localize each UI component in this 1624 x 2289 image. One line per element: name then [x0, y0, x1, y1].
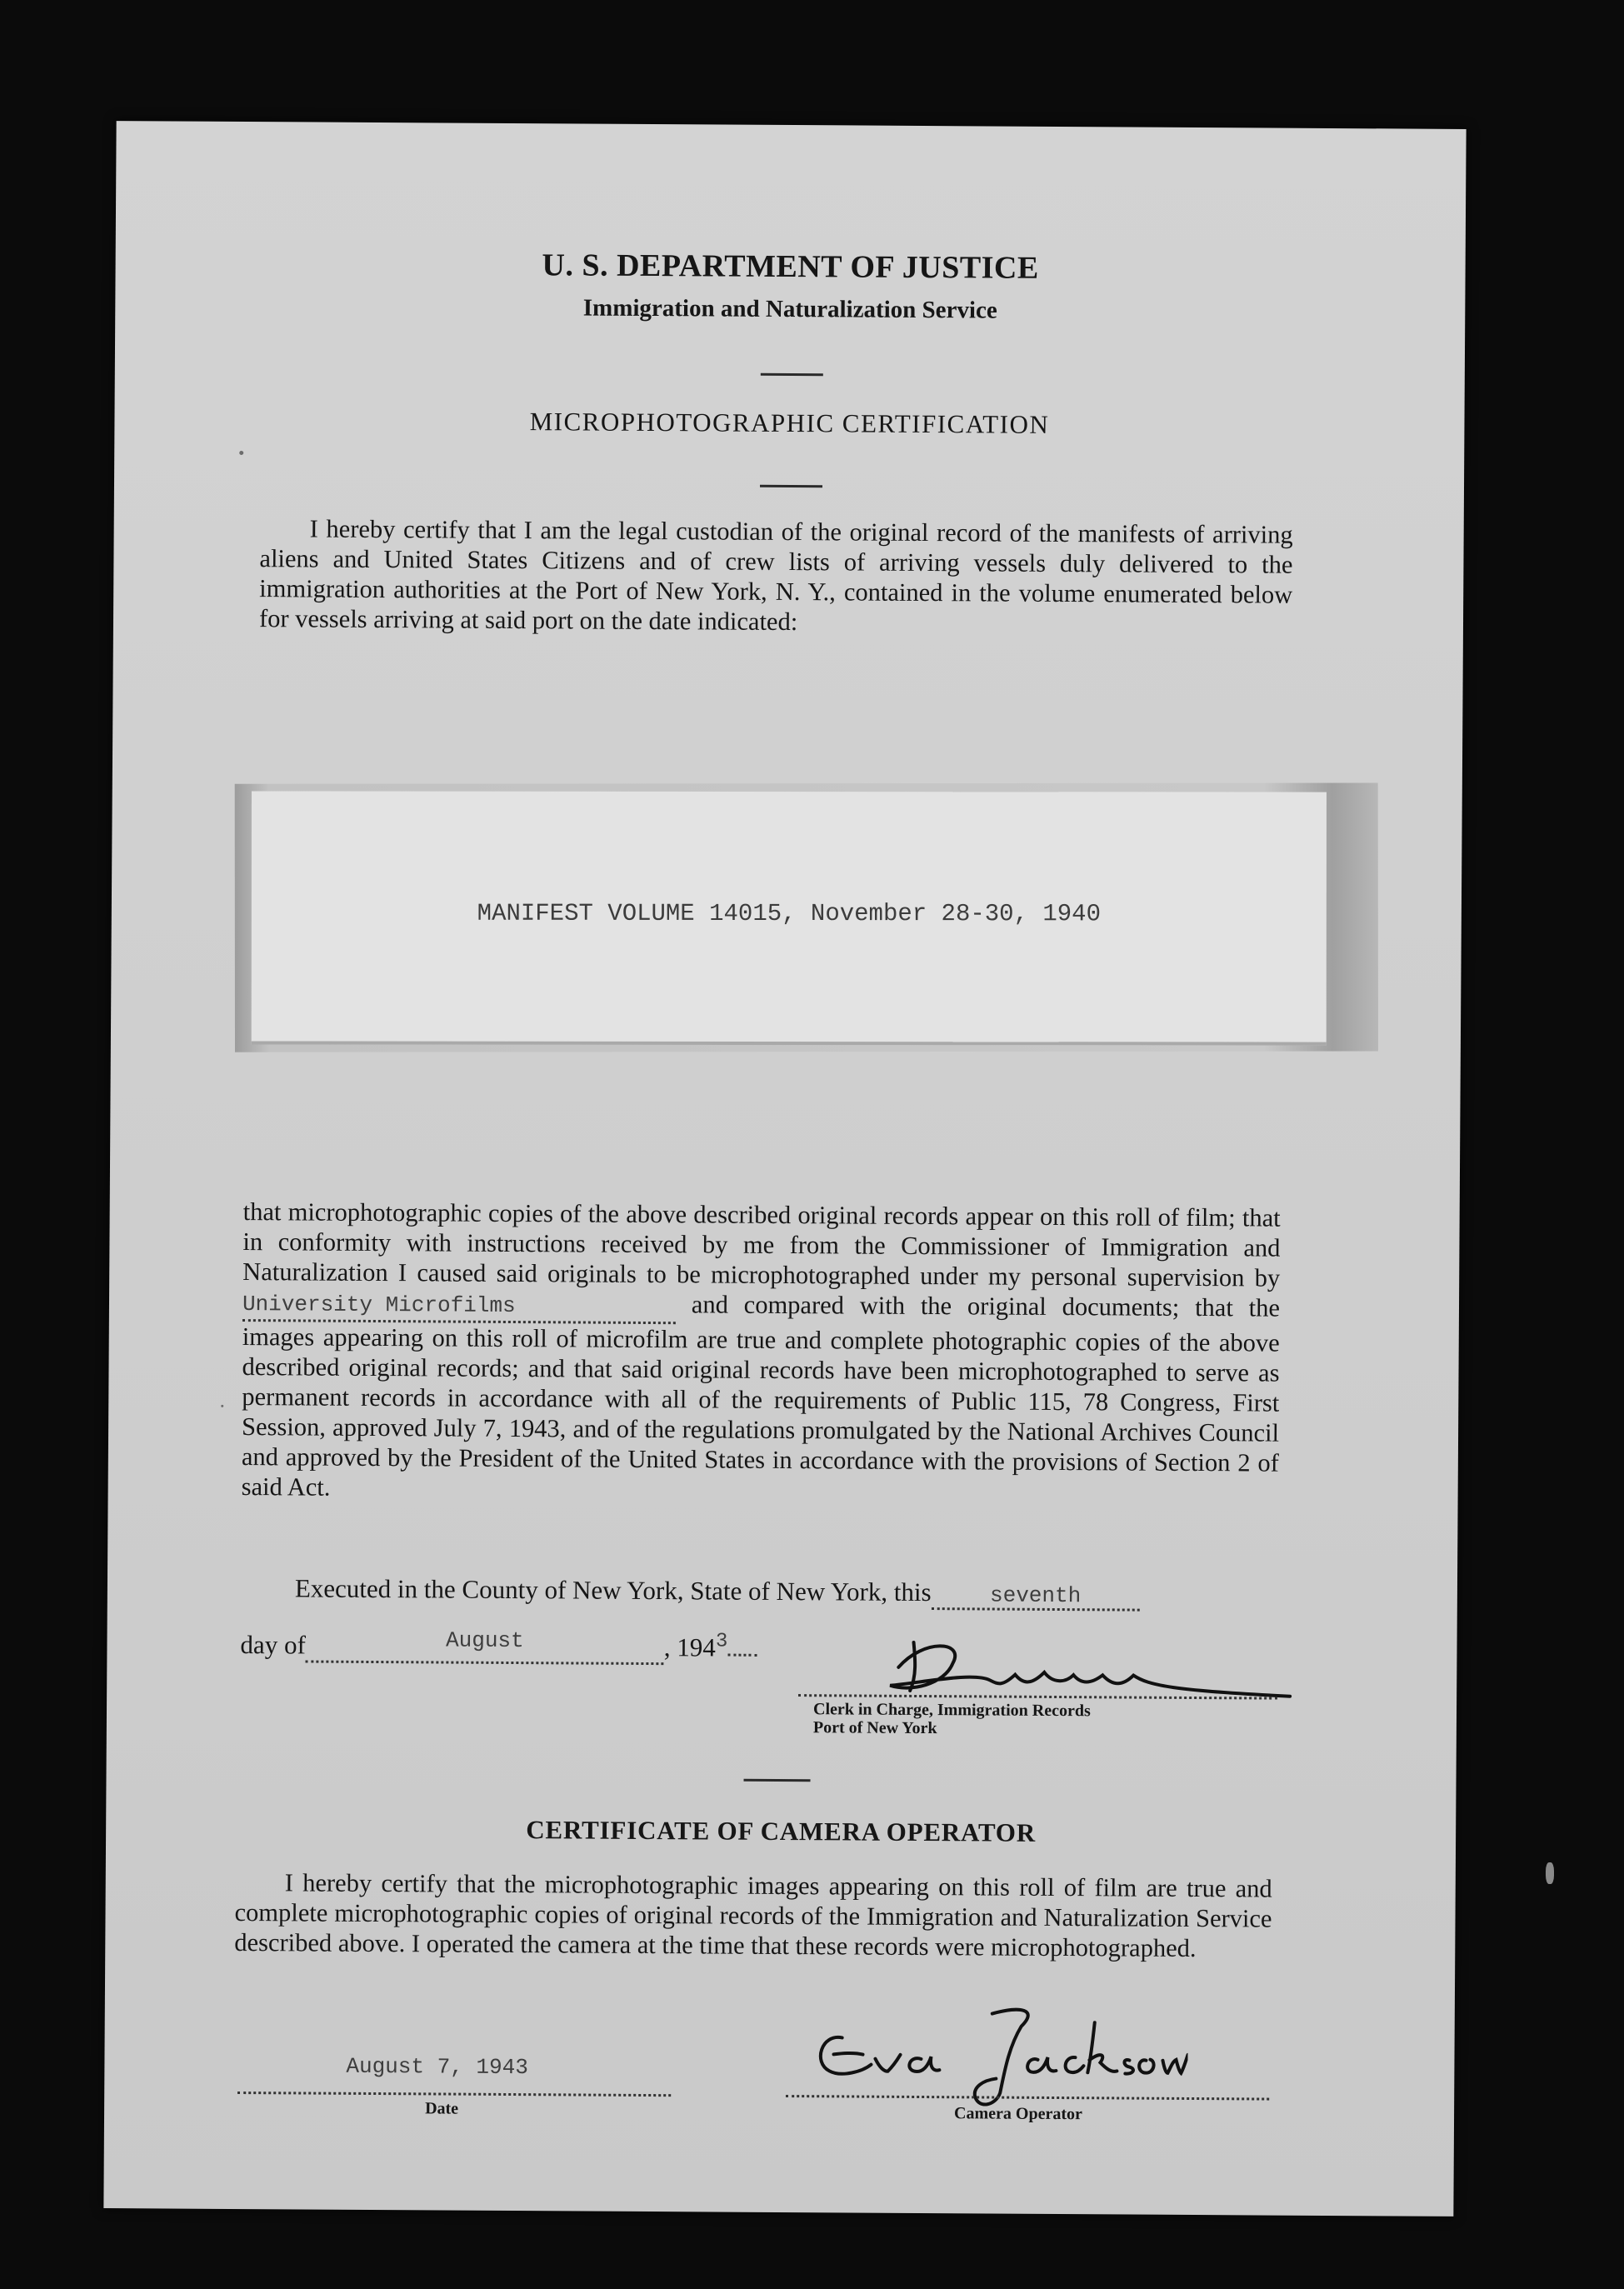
body-text-after: and compared with the original documents; that the images appearing on this roll of microfilm are true and complete photographic copies of the above described original records; and that said original records have been microphotographed to serve as permanent records in accordance with all of the requirements of Public 115, 78 Congress, First Session, approved July 7, 1943, and of the regulations promulgated by the National Archives Council and approved by the President of the United States in accordance with the provisions of Section 2 of said Act. [241, 1290, 1281, 1502]
year-prefix: , 194 [663, 1632, 716, 1662]
month-field [306, 1627, 664, 1665]
volume-slip [252, 791, 1327, 1045]
year-suffix: 3 [715, 1630, 728, 1653]
paper-speck [221, 1405, 223, 1407]
day-of-line [240, 1627, 823, 1666]
service-subheading: Immigration and Naturalization Service [582, 294, 997, 324]
clerk-signature [873, 1634, 1307, 1712]
execution-prefix: Executed in the County of New York, State of New York, this [294, 1573, 932, 1607]
document-title: MICROPHOTOGRAPHIC CERTIFICATION [529, 407, 1050, 439]
date-value: August 7, 1943 [346, 2053, 528, 2081]
certification-body [242, 1197, 1281, 1508]
supervisor-field [242, 1287, 676, 1324]
day-field [932, 1577, 1140, 1612]
divider-rule [761, 373, 823, 376]
divider-rule [744, 1779, 811, 1782]
volume-slip-text: MANIFEST VOLUME 14015, November 28-30, 1940 [477, 899, 1102, 928]
camera-certificate-title: CERTIFICATE OF CAMERA OPERATOR [526, 1815, 1037, 1847]
clerk-caption [813, 1700, 1091, 1738]
date-label: Date [425, 2099, 459, 2118]
supervisor-value: University Microfilms [242, 1292, 516, 1319]
operator-label: Camera Operator [954, 2104, 1082, 2124]
clerk-location: Port of New York [812, 1718, 937, 1738]
camera-certificate-text: I hereby certify that the microphotographic images appearing on this roll of film are true and complete microphotographic copies of original records of the Immigration and Naturalization Service described above. I operated the camera at the time that these records were microphotographed. [234, 1868, 1272, 1963]
certificate-paper [103, 121, 1466, 2217]
day-of-label: day of [240, 1630, 306, 1660]
divider-rule [760, 485, 822, 487]
department-heading: U. S. DEPARTMENT OF JUSTICE [542, 247, 1039, 286]
month-value: August [445, 1627, 524, 1654]
custodian-paragraph: I hereby certify that I am the legal custodian of the original record of the manifests of arriving aliens and United States Citizens and of crew lists of arriving vessels duly delivered to the immigration authorities at the Port of New York, N. Y., contained in the volume enumerated below for vessels arriving at said port on the date indicated: [258, 514, 1293, 637]
body-text-before: that microphotographic copies of the above described original records appear on this roll of film; that in conformity with instructions received by me from the Commissioner of Immigration and Naturalization I caused said originals to be microphotographed under my personal supervision by [242, 1197, 1281, 1292]
execution-line [245, 1573, 1274, 1612]
day-value: seventh [989, 1582, 1082, 1609]
paper-speck [239, 451, 243, 455]
film-edge-mark [1546, 1862, 1554, 1884]
year-dots [727, 1654, 757, 1657]
operator-field-line [786, 2058, 1269, 2101]
clerk-title: Clerk in Charge, Immigration Records [812, 1700, 1091, 1721]
